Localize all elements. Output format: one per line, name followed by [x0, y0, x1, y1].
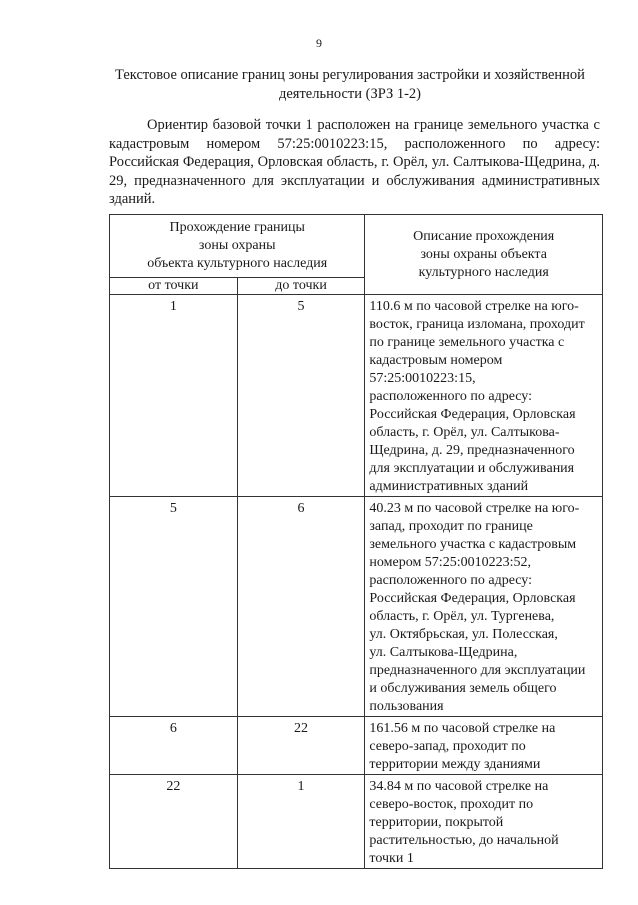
description-cell — [365, 497, 603, 717]
description-line: Российская Федерация, Орловская — [369, 591, 576, 606]
description-line: предназначенного для эксплуатации — [369, 663, 586, 678]
description-line: северо-восток, проходит по — [369, 797, 534, 812]
table-row — [110, 497, 603, 717]
from-point-cell: 1 — [110, 295, 238, 497]
description-cell — [365, 717, 603, 775]
description-line: пользования — [369, 699, 444, 714]
description-line: точки 1 — [369, 851, 414, 866]
description-line: ул. Октябрьская, ул. Полесская, — [369, 627, 558, 642]
table-header-row — [110, 215, 603, 278]
description-line: расположенного по адресу: — [369, 389, 532, 404]
header-right-line: Описание прохождения — [413, 228, 555, 244]
description-line: 34.84 м по часовой стрелке на — [369, 779, 549, 794]
header-description — [365, 215, 603, 295]
header-right-line: культурного наследия — [418, 264, 549, 280]
description-line: 57:25:0010223:15, — [369, 371, 476, 386]
description-line: восток, граница изломана, проходит — [369, 317, 585, 332]
table-row — [110, 775, 603, 869]
page-number: 9 — [316, 36, 322, 50]
table-row — [110, 295, 603, 497]
title-line-2: деятельности (ЗРЗ 1-2) — [278, 86, 421, 102]
table-body — [110, 295, 603, 869]
boundary-table — [109, 214, 603, 869]
header-from-point: от точки — [110, 278, 238, 295]
header-left-line: объекта культурного наследия — [147, 256, 328, 271]
from-point-cell: 6 — [110, 717, 238, 775]
description-line: запад, проходит по границе — [369, 519, 533, 534]
description-line: северо-запад, проходит по — [369, 739, 526, 754]
description-line: Российская Федерация, Орловская — [369, 407, 576, 422]
description-line: территории, покрытой — [369, 815, 504, 830]
description-cell — [365, 295, 603, 497]
description-line: ул. Салтыкова-Щедрина, — [369, 645, 518, 660]
description-line: 161.56 м по часовой стрелке на — [369, 721, 556, 736]
to-point-cell: 1 — [237, 775, 365, 869]
description-line: расположенного по адресу: — [369, 573, 532, 588]
description-line: территории между зданиями — [369, 757, 541, 772]
description-cell — [365, 775, 603, 869]
title-line-1: Текстовое описание границ зоны регулирования застройки и хозяйственной — [115, 67, 585, 83]
description-line: административных зданий — [369, 479, 529, 494]
header-left-line: Прохождение границы — [169, 220, 305, 235]
description-line: земельного участка с кадастровым — [369, 537, 577, 552]
from-point-cell: 5 — [110, 497, 238, 717]
document-title — [100, 66, 600, 104]
description-line: номером 57:25:0010223:52, — [369, 555, 531, 570]
to-point-cell: 5 — [237, 295, 365, 497]
description-line: область, г. Орёл, ул. Тургенева, — [369, 609, 555, 624]
table-row — [110, 717, 603, 775]
to-point-cell: 22 — [237, 717, 365, 775]
description-line: и обслуживания земель общего — [369, 681, 557, 696]
description-line: по границе земельного участка с — [369, 335, 565, 350]
header-boundary-passage — [110, 215, 365, 278]
description-line: 110.6 м по часовой стрелке на юго- — [369, 299, 579, 314]
intro-paragraph: Ориентир базовой точки 1 расположен на границе земельного участка с кадастровым номером 57:25:0010223:15, расположенного по адресу: Российская Федерация, Орловская область, г. Орёл, ул. Салтыкова-Щедрина, д. 29, предназначенного для эксплуатации и обслуживания административных зданий. — [109, 117, 600, 207]
header-right-line: зоны охраны объекта — [420, 246, 547, 262]
description-line: область, г. Орёл, ул. Салтыкова- — [369, 425, 560, 440]
header-left-line: зоны охраны — [198, 238, 276, 253]
description-line: кадастровым номером — [369, 353, 503, 368]
from-point-cell: 22 — [110, 775, 238, 869]
description-line: Щедрина, д. 29, предназначенного — [369, 443, 575, 458]
description-line: для эксплуатации и обслуживания — [369, 461, 575, 476]
to-point-cell: 6 — [237, 497, 365, 717]
description-line: 40.23 м по часовой стрелке на юго- — [369, 501, 580, 516]
header-to-point: до точки — [237, 278, 365, 295]
description-line: растительностью, до начальной — [369, 833, 559, 848]
